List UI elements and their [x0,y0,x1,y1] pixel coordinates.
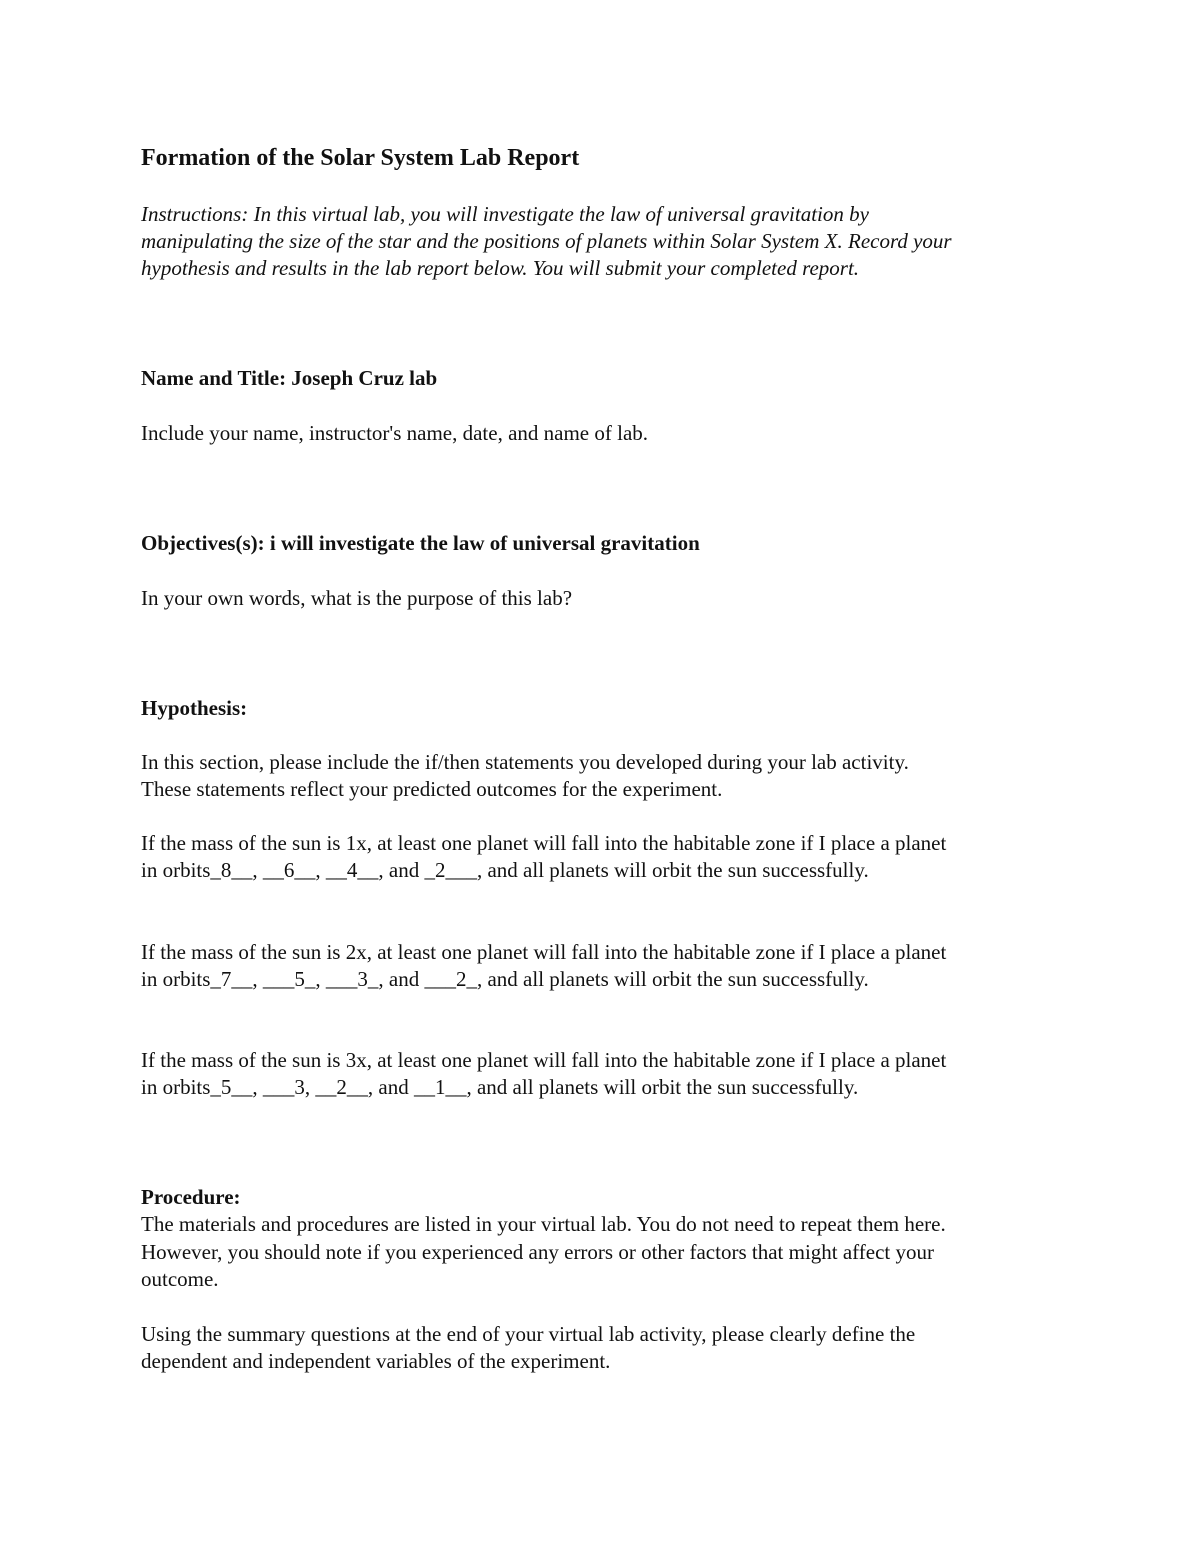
objectives-prompt: In your own words, what is the purpose of this lab? [141,586,573,610]
instructions-line-3: hypothesis and results in the lab report below. You will submit your completed report. [141,256,860,280]
name-title-heading: Name and Title: Joseph Cruz lab [141,366,438,390]
hypothesis-statement-1x-line-2: in orbits_8__, __6__, __4__, and _2___, and all planets will orbit the sun successfully. [141,858,869,882]
procedure-heading: Procedure: [141,1185,241,1209]
hypothesis-statement-2x-line-2: in orbits_7__, ___5_, ___3_, and ___2_, and all planets will orbit the sun successfully. [141,967,869,991]
procedure-para2-line-2: dependent and independent variables of the experiment. [141,1349,611,1373]
hypothesis-intro-line-1: In this section, please include the if/then statements you developed during your lab activity. [141,750,909,774]
name-title-prompt: Include your name, instructor's name, date, and name of lab. [141,421,649,445]
hypothesis-statement-2x-line-1: If the mass of the sun is 2x, at least one planet will fall into the habitable zone if I place a planet [141,940,947,964]
procedure-para1-line-3: outcome. [141,1267,219,1291]
objectives-heading: Objectives(s): i will investigate the law of universal gravitation [141,531,700,555]
hypothesis-statement-1x-line-1: If the mass of the sun is 1x, at least one planet will fall into the habitable zone if I place a planet [141,831,947,855]
procedure-para2-line-1: Using the summary questions at the end of your virtual lab activity, please clearly define the [141,1322,916,1346]
document-title: Formation of the Solar System Lab Report [141,145,580,171]
instructions-line-1: Instructions: In this virtual lab, you will investigate the law of universal gravitation by [141,202,869,226]
procedure-para1-line-1: The materials and procedures are listed in your virtual lab. You do not need to repeat them here. [141,1212,946,1236]
hypothesis-statement-3x-line-1: If the mass of the sun is 3x, at least one planet will fall into the habitable zone if I place a planet [141,1048,947,1072]
instructions-line-2: manipulating the size of the star and the positions of planets within Solar System X. Record your [141,229,952,253]
hypothesis-heading: Hypothesis: [141,696,248,720]
hypothesis-statement-3x-line-2: in orbits_5__, ___3, __2__, and __1__, and all planets will orbit the sun successfully. [141,1075,859,1099]
hypothesis-intro-line-2: These statements reflect your predicted outcomes for the experiment. [141,777,723,801]
procedure-para1-line-2: However, you should note if you experienced any errors or other factors that might affect your [141,1240,935,1264]
